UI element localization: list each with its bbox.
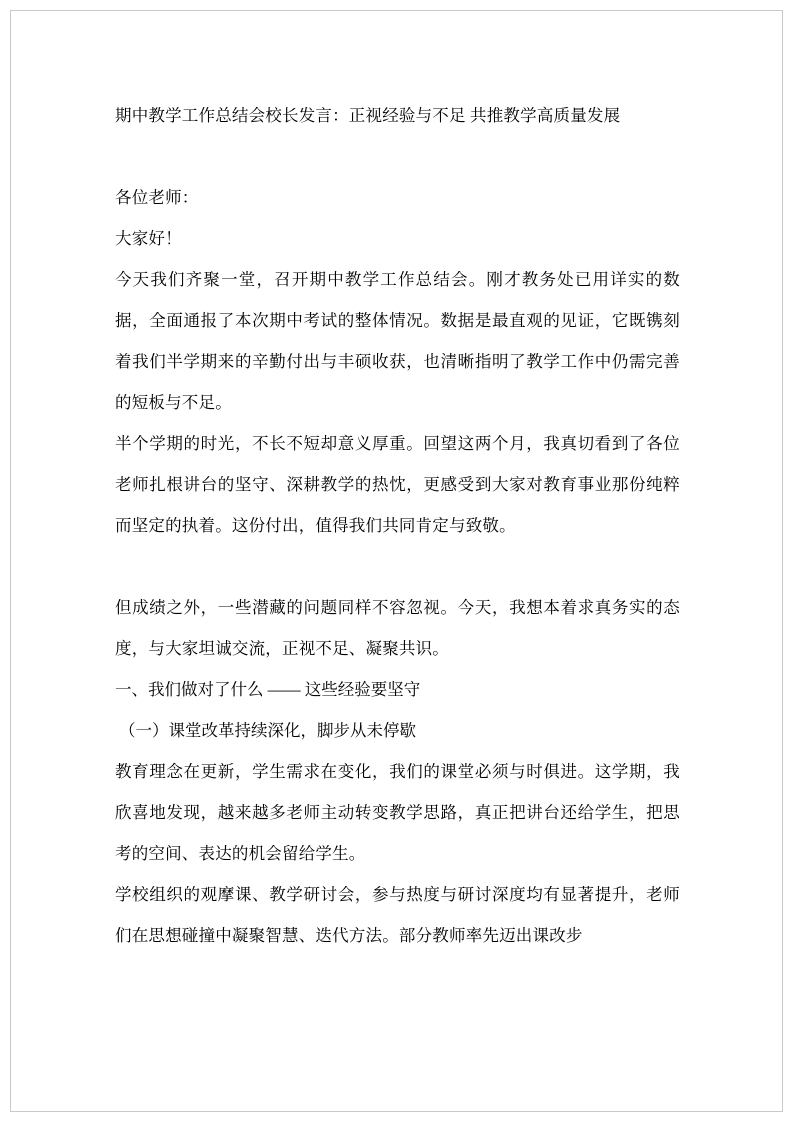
document-body [115,95,680,956]
paragraph-2: 半个学期的时光，不长不短却意义厚重。回望这两个月，我真切看到了各位老师扎根讲台的坚守、深耕教学的热忱，更感受到大家对教育事业那份纯粹而坚定的执着。这份付出，值得我们共同肯定与致敬。 [115,434,680,535]
paragraph-spacer [115,546,680,587]
section-heading: 一、我们做对了什么 —— 这些经验要坚守 [115,680,421,699]
salutation: 各位老师： [115,188,199,207]
document-title: 期中教学工作总结会校长发言：正视经验与不足 共推教学高质量发展 [115,106,621,125]
title-spacer [115,136,680,177]
subsection-paragraph-1: 教育理念在更新，学生需求在变化，我们的课堂必须与时俱进。这学期，我欣喜地发现，越来越多老师主动转变教学思路，真正把讲台还给学生，把思考的空间、表达的机会留给学生。 [115,762,680,863]
greeting: 大家好！ [115,229,182,248]
subsection-heading: （一）课堂改革持续深化，脚步从未停歇 [119,721,416,740]
paragraph-3: 但成绩之外，一些潜藏的问题同样不容忽视。今天，我想本着求真务实的态度，与大家坦诚交流，正视不足、凝聚共识。 [115,598,680,658]
subsection-paragraph-2: 学校组织的观摩课、教学研讨会，参与热度与研讨深度均有显著提升，老师们在思想碰撞中凝聚智慧、迭代方法。部分教师率先迈出课改步 [115,885,680,945]
paragraph-1: 今天我们齐聚一堂，召开期中教学工作总结会。刚才教务处已用详实的数据，全面通报了本次期中考试的整体情况。数据是最直观的见证，它既镌刻着我们半学期来的辛勤付出与丰硕收获，也清晰指明了教学工作中仍需完善的短板与不足。 [115,270,680,412]
